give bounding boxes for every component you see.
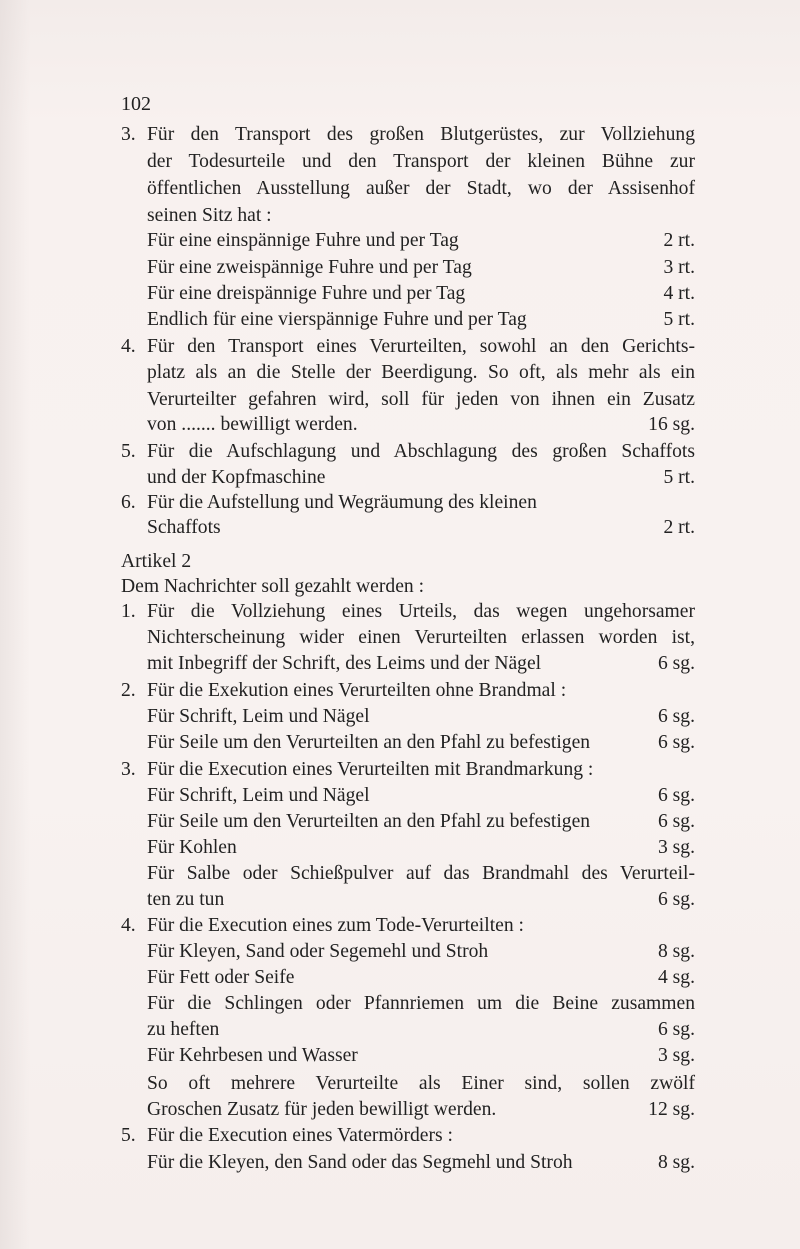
fee-description: Für eine dreispännige Fuhre und per Tag [147, 283, 466, 304]
fee-amount: 3 rt. [663, 257, 695, 278]
fee-description: Für Kehrbesen und Wasser [147, 1045, 358, 1066]
fee-amount: 2 rt. [663, 517, 695, 538]
item-number: 4. [121, 915, 136, 936]
fee-description: Für eine einspännige Fuhre und per Tag [147, 230, 459, 251]
page-number: 102 [121, 93, 151, 115]
item-text: platz als an die Stelle der Beerdigung. So oft, als mehr als ein [147, 362, 695, 383]
item-text: Für die Vollziehung eines Urteils, das wegen ungehorsamer [147, 601, 695, 622]
article-intro-text: Dem Nachrichter soll gezahlt werden : [121, 576, 425, 597]
fee-description: Für Schrift, Leim und Nägel [147, 706, 370, 727]
item-number: 3. [121, 759, 136, 780]
item-text: Verurteilter gefahren wird, soll für jeden von ihnen ein Zusatz [147, 389, 695, 410]
page-gutter-shadow [0, 0, 30, 1249]
fee-amount: 6 sg. [657, 1019, 695, 1040]
item-number: 2. [121, 680, 136, 701]
item-number: 5. [121, 1125, 136, 1146]
item-text: öffentlichen Ausstellung außer der Stadt, wo der Assisenhof [147, 178, 695, 199]
fee-description: von ....... bewilligt werden. [147, 414, 358, 435]
fee-amount: 3 sg. [657, 1045, 695, 1066]
item-number: 4. [121, 336, 136, 357]
item-number: 3. [121, 124, 136, 145]
fee-amount: 6 sg. [657, 706, 695, 727]
fee-description: und der Kopfmaschine [147, 467, 326, 488]
fee-amount: 4 rt. [663, 283, 695, 304]
fee-amount: 6 sg. [657, 785, 695, 806]
fee-description: Endlich für eine vierspännige Fuhre und per Tag [147, 309, 527, 330]
fee-amount: 6 sg. [657, 653, 695, 674]
item-text: Für den Transport des großen Blutgerüstes, zur Vollziehung [147, 124, 695, 145]
fee-description: ten zu tun [147, 889, 225, 910]
fee-description: Für Fett oder Seife [147, 967, 295, 988]
fee-description: Für Kohlen [147, 837, 237, 858]
item-text: seinen Sitz hat : [147, 205, 272, 226]
item-text: Für die Execution eines Verurteilten mit Brandmarkung : [147, 759, 594, 780]
article-heading-text: Artikel 2 [121, 551, 192, 572]
fee-description: mit Inbegriff der Schrift, des Leims und der Nägel [147, 653, 542, 674]
fee-description: Für die Kleyen, den Sand oder das Segmehl und Stroh [147, 1152, 573, 1173]
item-text: Für die Execution eines Vatermörders : [147, 1125, 453, 1146]
fee-amount: 6 sg. [657, 732, 695, 753]
fee-amount: 6 sg. [657, 811, 695, 832]
item-text: Für den Transport eines Verurteilten, sowohl an den Gerichts- [147, 336, 695, 357]
item-text: Für die Execution eines zum Tode-Verurteilten : [147, 915, 524, 936]
fee-description: Für Seile um den Verurteilten an den Pfahl zu befestigen [147, 732, 591, 753]
fee-amount: 8 sg. [657, 941, 695, 962]
item-text: der Todesurteile und den Transport der kleinen Bühne zur [147, 151, 695, 172]
item-text: Für die Aufschlagung und Abschlagung des großen Schaffots [147, 441, 695, 462]
item-number: 6. [121, 492, 136, 513]
fee-description: Groschen Zusatz für jeden bewilligt werden. [147, 1099, 497, 1120]
item-number: 5. [121, 441, 136, 462]
item-text: Für die Schlingen oder Pfannriemen um die Beine zusammen [147, 993, 695, 1014]
item-text: Für Salbe oder Schießpulver auf das Brandmahl des Verurteil- [147, 863, 695, 884]
fee-amount: 12 sg. [648, 1099, 695, 1120]
fee-amount: 5 rt. [663, 467, 695, 488]
fee-amount: 5 rt. [663, 309, 695, 330]
item-text: Für die Exekution eines Verurteilten ohne Brandmal : [147, 680, 567, 701]
fee-amount: 3 sg. [657, 837, 695, 858]
item-text: Nichterscheinung wider einen Verurteilten erlassen worden ist, [147, 627, 695, 648]
fee-amount: 6 sg. [657, 889, 695, 910]
fee-amount: 4 sg. [657, 967, 695, 988]
fee-amount: 2 rt. [663, 230, 695, 251]
fee-description: Für Seile um den Verurteilten an den Pfahl zu befestigen [147, 811, 591, 832]
fee-description: zu heften [147, 1019, 220, 1040]
item-number: 1. [121, 601, 136, 622]
fee-amount: 16 sg. [648, 414, 695, 435]
fee-amount: 8 sg. [657, 1152, 695, 1173]
item-text: Für die Aufstellung und Wegräumung des kleinen [147, 492, 537, 513]
fee-description: Für Kleyen, Sand oder Segemehl und Stroh [147, 941, 489, 962]
fee-description: Schaffots [147, 517, 221, 538]
item-text: So oft mehrere Verurteilte als Einer sind, sollen zwölf [147, 1073, 695, 1094]
fee-description: Für Schrift, Leim und Nägel [147, 785, 370, 806]
fee-description: Für eine zweispännige Fuhre und per Tag [147, 257, 472, 278]
